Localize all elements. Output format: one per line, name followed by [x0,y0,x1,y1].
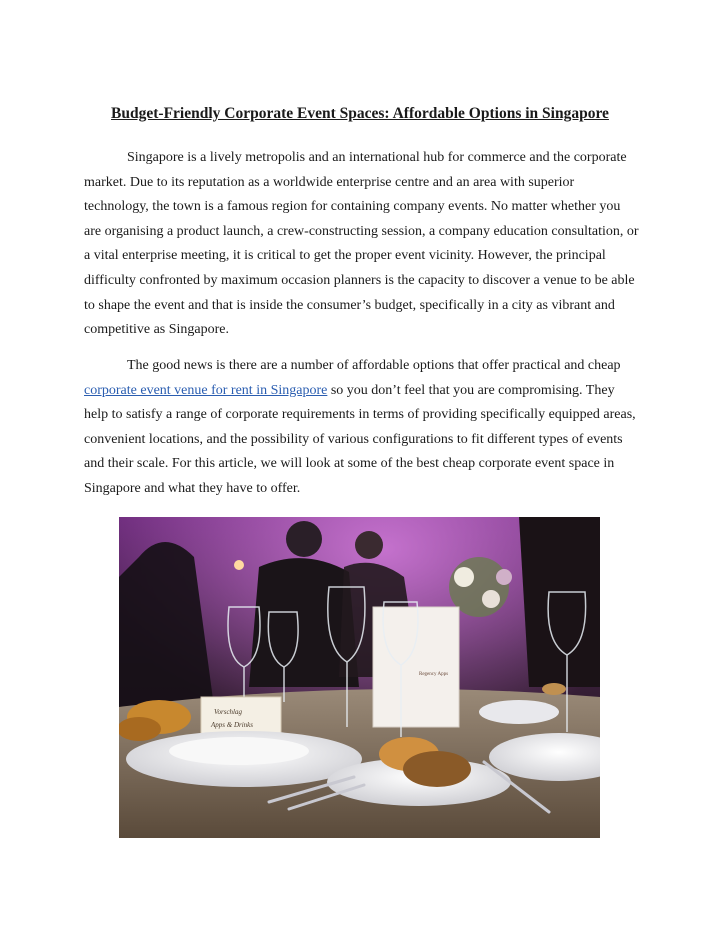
venue-rent-link[interactable]: corporate event venue for rent in Singapore [84,382,328,398]
event-table-illustration [119,517,600,838]
place-card-line2: Apps & Drinks [211,721,253,729]
paragraph-options-before: The good news is there are a number of affordable options that offer practical and cheap [127,358,621,373]
paragraph-intro [84,146,640,343]
menu-card-text: Regency Apps [419,672,449,677]
paragraph-options [84,354,640,502]
paragraph-intro-text: Singapore is a lively metropolis and an international hub for commerce and the corporate market. Due to its reputation as a worldwide enterprise centre and an area with superior technology, the town is a famous region for containing company events. No matter whether you are organising a product launch, a crew-constructing session, a company education consultation, or a vital enterprise meeting, it is critical to get the proper event vicinity. However, the principal difficulty confronted by maximum occasion planners is the capacity to discover a venue to be able to shape the event and that is inside the consumer’s budget, specifically in a city as vibrant and competitive as Singapore. [84,150,639,338]
event-table-photo [119,517,600,838]
paragraph-options-after: so you don’t feel that you are compromising. They help to satisfy a range of corporate requirements in terms of providing specifically equipped areas, convenient locations, and the possibility of various configurations to fit different types of events and their scale. For this article, we will look at some of the best cheap corporate event space in Singapore and what they have to offer. [84,382,636,496]
place-card-line1: Vorschlag [214,708,242,716]
page-title: Budget-Friendly Corporate Event Spaces: Affordable Options in Singapore [111,105,609,122]
